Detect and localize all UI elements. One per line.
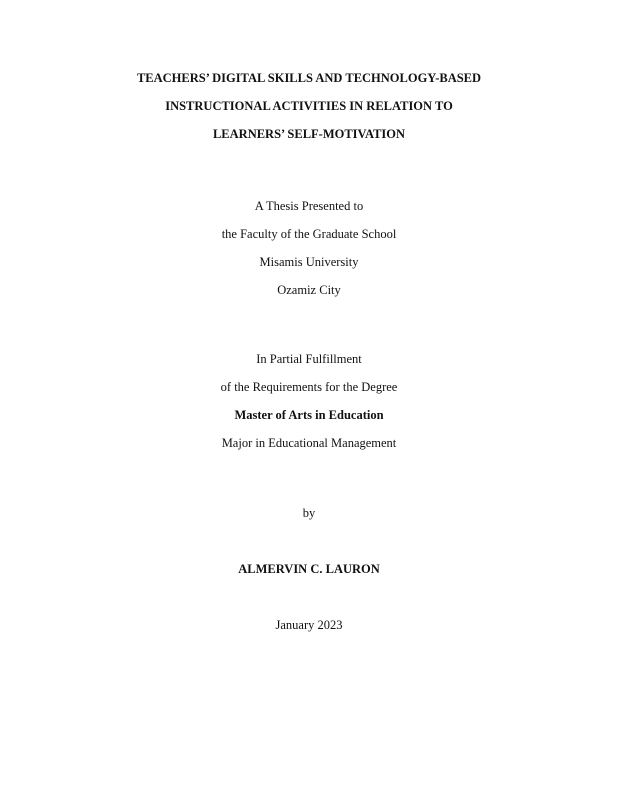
major-line: Major in Educational Management [221,436,397,450]
author-name: ALMERVIN C. LAURON [238,562,380,576]
partial-fulfillment-line: In Partial Fulfillment [256,352,362,366]
faculty-line: the Faculty of the Graduate School [221,227,397,241]
requirements-line: of the Requirements for the Degree [220,380,398,394]
thesis-title-line-2: INSTRUCTIONAL ACTIVITIES IN RELATION TO [165,99,453,113]
thesis-title-line-1: TEACHERS’ DIGITAL SKILLS AND TECHNOLOGY-BASED [136,71,482,85]
presented-to-line: A Thesis Presented to [254,199,364,213]
submission-date: January 2023 [275,618,343,632]
university-line: Misamis University [259,255,359,269]
city-line: Ozamiz City [277,283,341,297]
thesis-title-line-3: LEARNERS’ SELF-MOTIVATION [212,127,406,141]
by-label: by [302,506,316,520]
degree-line: Master of Arts in Education [234,408,384,422]
